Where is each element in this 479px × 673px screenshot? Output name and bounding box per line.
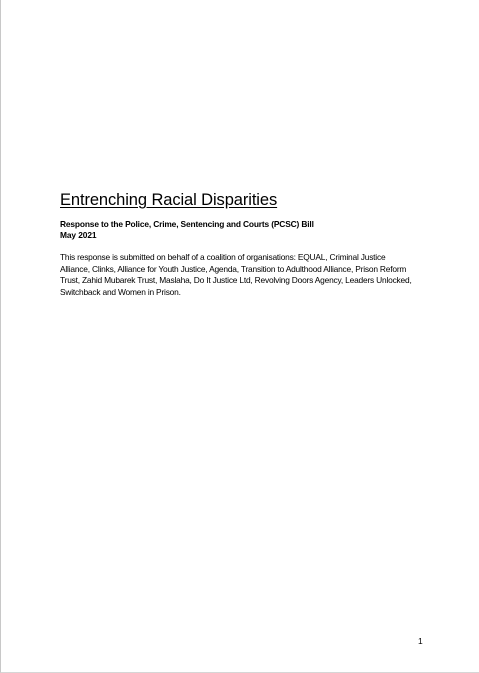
- coalition-paragraph: This response is submitted on behalf of a coalition of organisations: EQUAL, Criminal Justice Alliance, Clinks, Alliance for Youth Justice, Agenda, Transition to Adulthood Alliance, Prison Reform Trust, Zahid Mubarek Trust, Maslaha, Do It Justice Ltd, Revolving Doors Agency, Leaders Unlocked, Switchback and Women in Prison.: [60, 252, 412, 297]
- page-content: [60, 190, 420, 306]
- document-date: May 2021: [60, 230, 97, 240]
- document-subtitle: Response to the Police, Crime, Sentencing and Courts (PCSC) Bill: [60, 219, 314, 229]
- document-title: Entrenching Racial Disparities: [60, 191, 278, 209]
- page-number: 1: [418, 636, 423, 646]
